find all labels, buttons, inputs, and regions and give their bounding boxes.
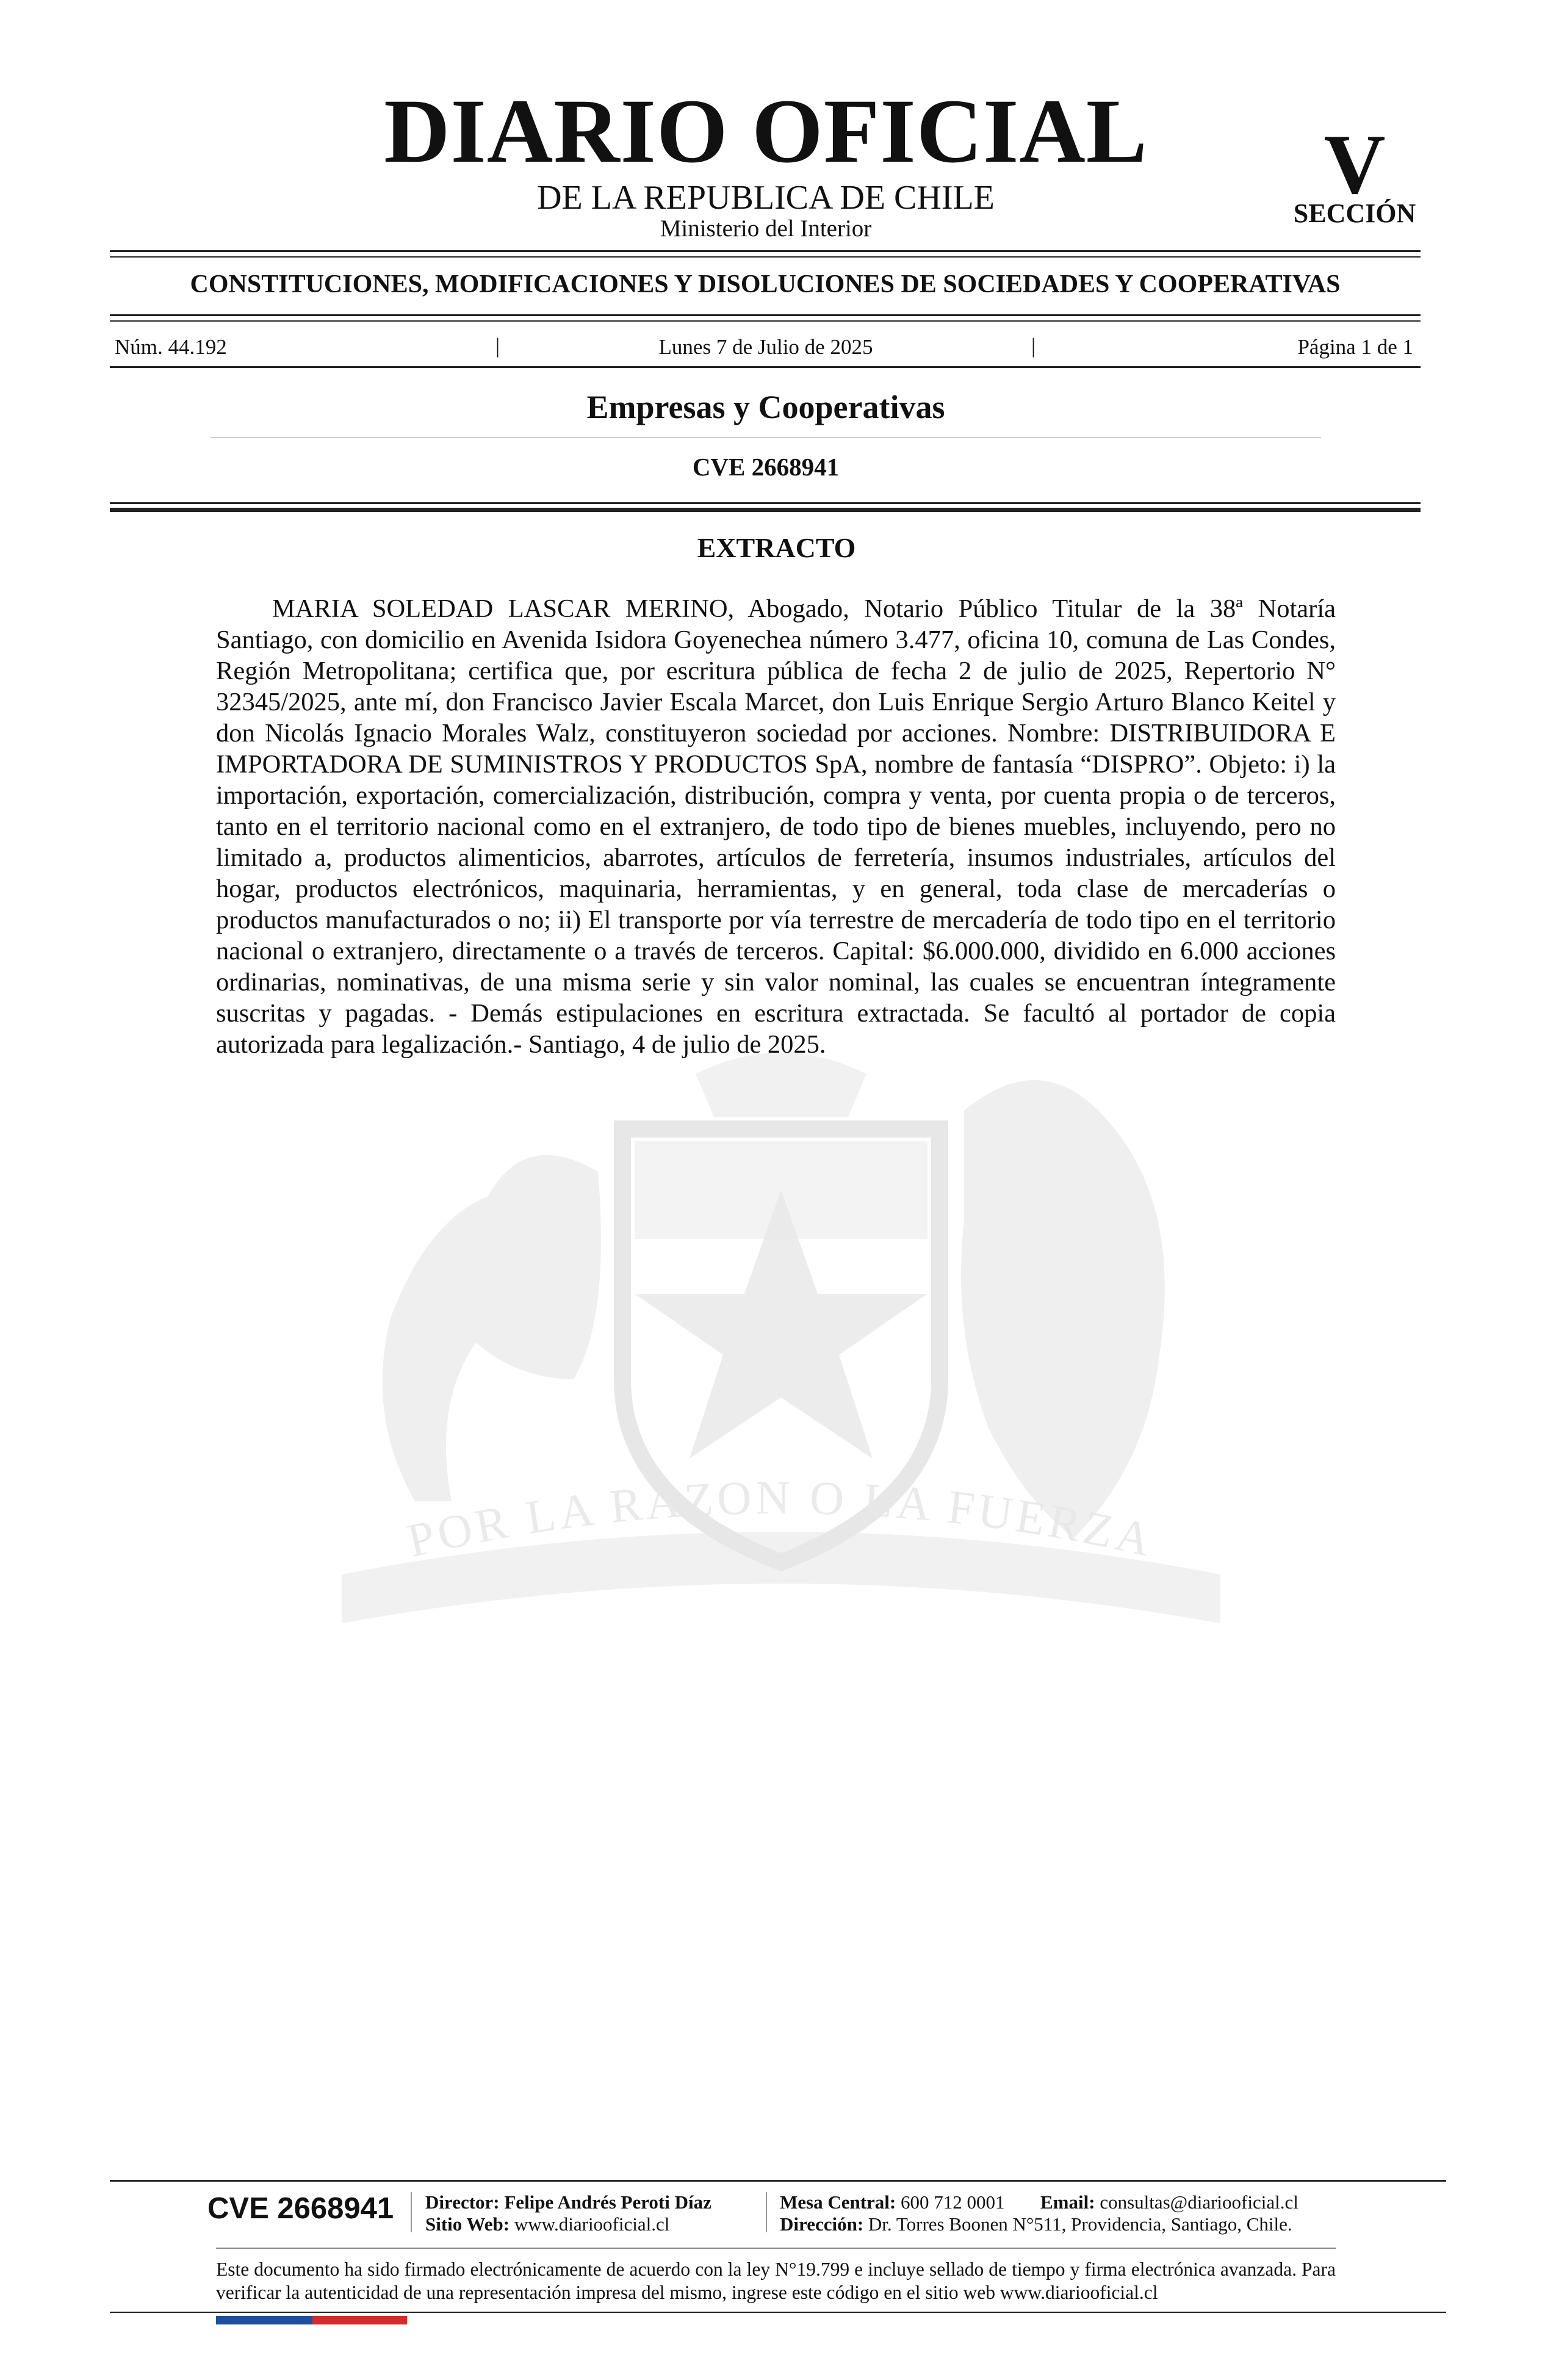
flag-stripe-blue <box>216 2316 312 2324</box>
phone-label: Mesa Central: <box>780 2191 896 2213</box>
coat-of-arms-watermark <box>232 1037 1330 1697</box>
meta-separator: | <box>495 334 500 358</box>
address-value: Dr. Torres Boonen N°511, Providencia, Santiago, Chile. <box>868 2213 1292 2235</box>
section-word: SECCIÓN <box>1293 198 1416 228</box>
footer-divider <box>766 2192 767 2232</box>
website-link[interactable]: www.diariooficial.cl <box>514 2213 670 2235</box>
page-indicator: Página 1 de 1 <box>1297 335 1413 359</box>
category-title: Empresas y Cooperativas <box>586 389 945 425</box>
footer-director-block <box>425 2191 711 2235</box>
meta-rule <box>110 366 1421 368</box>
footer-divider <box>411 2192 412 2232</box>
document-title: EXTRACTO <box>697 532 856 563</box>
footer-legal-notice: Este documento ha sido firmado electrónicamente de acuerdo con la ley N°19.799 e incluye sellado de tiempo y firma electrónica avanzada. Para verificar la autenticidad de una representación impresa del mismo, ingrese este código en el sitio web www.diariooficial.cl <box>216 2259 1336 2303</box>
footer-rule <box>110 2180 1446 2182</box>
condor-icon <box>961 1080 1165 1538</box>
phone-value: 600 712 0001 <box>901 2191 1005 2213</box>
cve-code: CVE 2668941 <box>692 453 840 481</box>
masthead-title: DIARIO OFICIAL <box>384 81 1148 182</box>
body-rule-2 <box>110 508 1421 512</box>
director-label: Director: <box>425 2191 500 2213</box>
header-rule-2 <box>110 256 1421 258</box>
masthead-subtitle: DE LA REPUBLICA DE CHILE <box>537 179 995 217</box>
footer-email-block <box>1040 2191 1298 2213</box>
issue-number: Núm. 44.192 <box>115 335 227 359</box>
section-letter: V <box>1324 117 1386 212</box>
ministry-label: Ministerio del Interior <box>660 215 872 242</box>
section-title: CONSTITUCIONES, MODIFICACIONES Y DISOLUCIONES DE SOCIEDADES Y COOPERATIVAS <box>190 270 1341 298</box>
footer-rule-mid <box>216 2248 1336 2249</box>
issue-date: Lunes 7 de Julio de 2025 <box>658 335 873 359</box>
category-rule <box>211 437 1321 438</box>
flag-stripe-red <box>312 2316 407 2324</box>
email-link[interactable]: consultas@diariooficial.cl <box>1100 2191 1298 2213</box>
header-rule-3 <box>110 314 1421 316</box>
email-label: Email: <box>1040 2191 1095 2213</box>
director-value: Felipe Andrés Peroti Díaz <box>504 2191 711 2213</box>
footer-cve-code: CVE 2668941 <box>207 2192 394 2225</box>
footer-rule-bottom <box>110 2312 1446 2313</box>
header-rule-4 <box>110 320 1421 322</box>
document-body: MARIA SOLEDAD LASCAR MERINO, Abogado, Notario Público Titular de la 38ª Notaría Santiago, con domicilio en Avenida Isidora Goyenechea número 3.477, oficina 10, comuna de Las Condes, Región Metropolitana; certifica que, por escritura pública de fecha 2 de julio de 2025, Repertorio N° 32345/2025, ante mí, don Francisco Javier Escala Marcet, don Luis Enrique Sergio Arturo Blanco Keitel y don Nicolás Ignacio Morales Walz, constituyeron sociedad por acciones. Nombre: DISTRIBUIDORA E IMPORTADORA DE SUMINISTROS Y PRODUCTOS SpA, nombre de fantasía “DISPRO”. Objeto: i) la importación, exportación, comercialización, distribución, compra y venta, por cuenta propia o de terceros, tanto en el territorio nacional como en el extranjero, de todo tipo de bienes muebles, incluyendo, pero no limitado a, productos alimenticios, abarrotes, artículos de ferretería, insumos industriales, artículos del hogar, productos electrónicos, maquinaria, herramientas, y en general, toda clase de mercaderías o productos manufacturados o no; ii) El transporte por vía terrestre de mercadería de todo tipo en el territorio nacional o extranjero, directamente o a través de terceros. Capital: $6.000.000, dividido en 6.000 acciones ordinarias, nominativas, de una misma serie y sin valor nominal, las cuales se encuentran íntegramente suscritas y pagadas. - Demás estipulaciones en escritura extractada. Se facultó al portador de copia autorizada para legalización.- Santiago, 4 de julio de 2025. <box>216 594 1336 1059</box>
header-rule-1 <box>110 250 1421 252</box>
motto-text: POR LA RAZON O LA FUERZA <box>402 1470 1160 1567</box>
website-label: Sitio Web: <box>425 2213 510 2235</box>
body-rule-1 <box>110 502 1421 504</box>
meta-separator: | <box>1031 334 1036 358</box>
address-label: Dirección: <box>780 2213 864 2235</box>
huemul-icon <box>383 1155 601 1501</box>
